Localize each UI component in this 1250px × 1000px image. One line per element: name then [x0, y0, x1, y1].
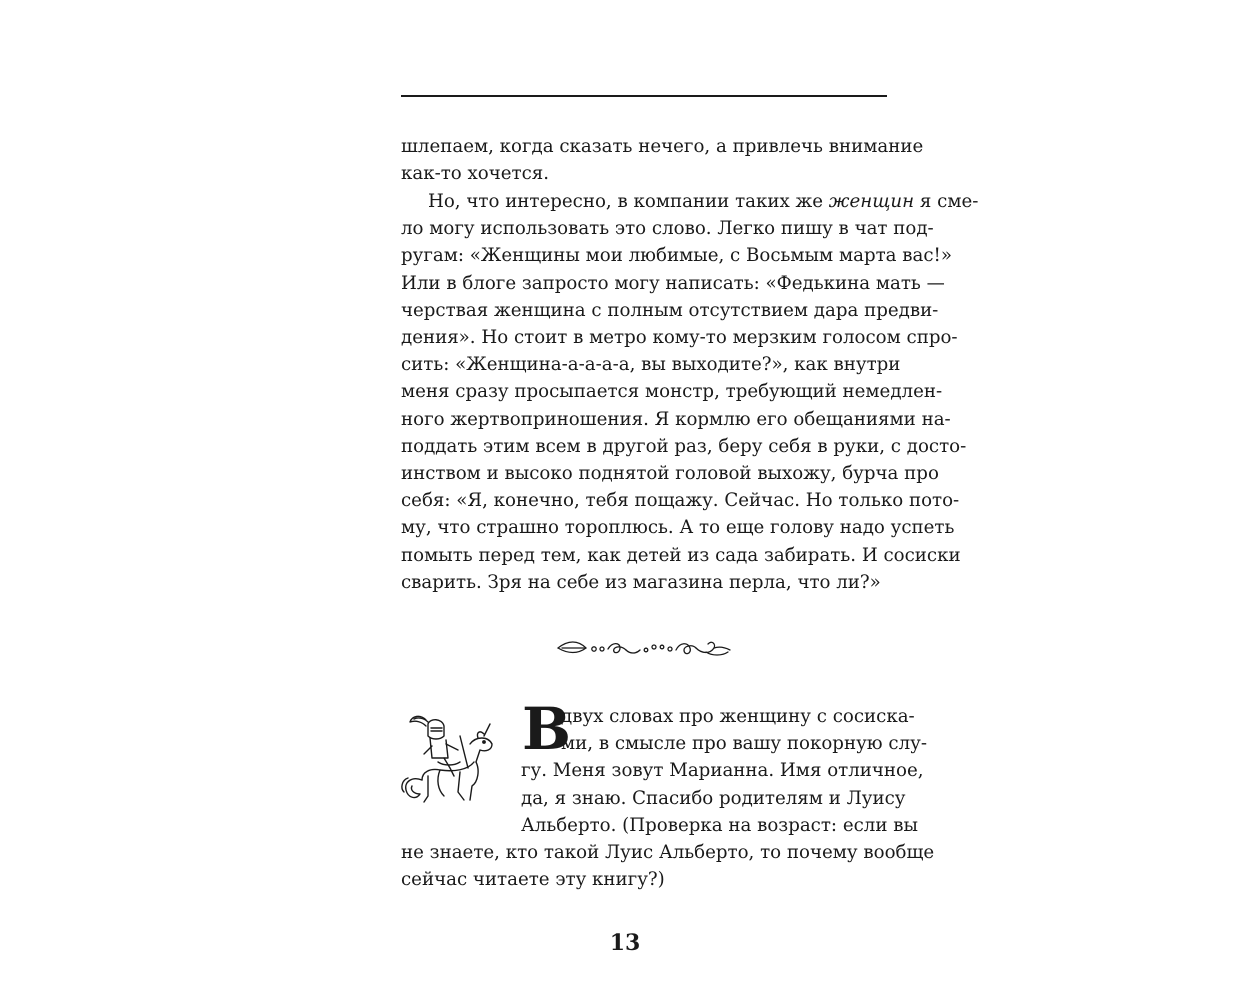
- text-line: Альберто. (Проверка на возраст: если вы: [521, 814, 918, 836]
- text-line: не знаете, кто такой Луис Альберто, то почему вообще: [401, 842, 935, 864]
- paragraph-intro: [401, 703, 935, 893]
- text-line: дения». Но стоит в метро кому-то мерзким голосом спро-: [401, 327, 958, 349]
- drop-cap: В: [522, 695, 572, 763]
- floral-divider-icon: [556, 634, 732, 662]
- text-line: двух словах про женщину с сосиска-: [561, 706, 915, 727]
- text-line: как-то хочется.: [401, 163, 550, 185]
- text-line: сейчас читаете эту книгу?): [401, 869, 665, 891]
- paragraph-main: [401, 188, 979, 596]
- text-line: му, что страшно тороплюсь. А то еще голову надо успеть: [401, 517, 955, 539]
- text-line: Или в блоге запросто могу написать: «Федькина мать —: [401, 272, 945, 294]
- text-line: ло могу использовать это слово. Легко пишу в чат под-: [401, 218, 934, 240]
- page-number: 13: [609, 930, 641, 956]
- text-line: ного жертвоприношения. Я кормлю его обещаниями на-: [401, 408, 951, 430]
- text-line: да, я знаю. Спасибо родителям и Луису: [521, 787, 906, 809]
- paragraph-continuation: [401, 133, 924, 187]
- text-line: инством и высоко поднятой головой выхожу, бурча про: [401, 463, 939, 485]
- text-line: сварить. Зря на себе из магазина перла, что ли?»: [401, 571, 881, 593]
- text-line: шлепаем, когда сказать нечего, а привлечь внимание: [401, 136, 924, 157]
- text-line: меня сразу просыпается монстр, требующий немедлен-: [401, 381, 943, 403]
- header-rule: [401, 95, 887, 97]
- emphasis-word: женщин: [828, 191, 915, 212]
- text-line: поддать этим всем в другой раз, беру себя в руки, с досто-: [401, 435, 967, 457]
- text-line: черствая женщина с полным отсутствием дара предви-: [401, 299, 939, 321]
- text-line: ругам: «Женщины мои любимые, с Восьмым марта вас!»: [401, 245, 952, 267]
- text-line: себя: «Я, конечно, тебя пощажу. Сейчас. Но только пото-: [401, 490, 960, 512]
- text-line-first: Но, что интересно, в компании таких же женщин я сме-: [428, 191, 979, 212]
- text-line: гу. Меня зовут Марианна. Имя отличное,: [521, 760, 924, 782]
- text-line: сить: «Женщина-а-а-а-а, вы выходите?», как внутри: [401, 354, 901, 376]
- text-line: помыть перед тем, как детей из сада забирать. И сосиски: [401, 544, 961, 566]
- text-line: ми, в смысле про вашу покорную слу-: [561, 733, 927, 755]
